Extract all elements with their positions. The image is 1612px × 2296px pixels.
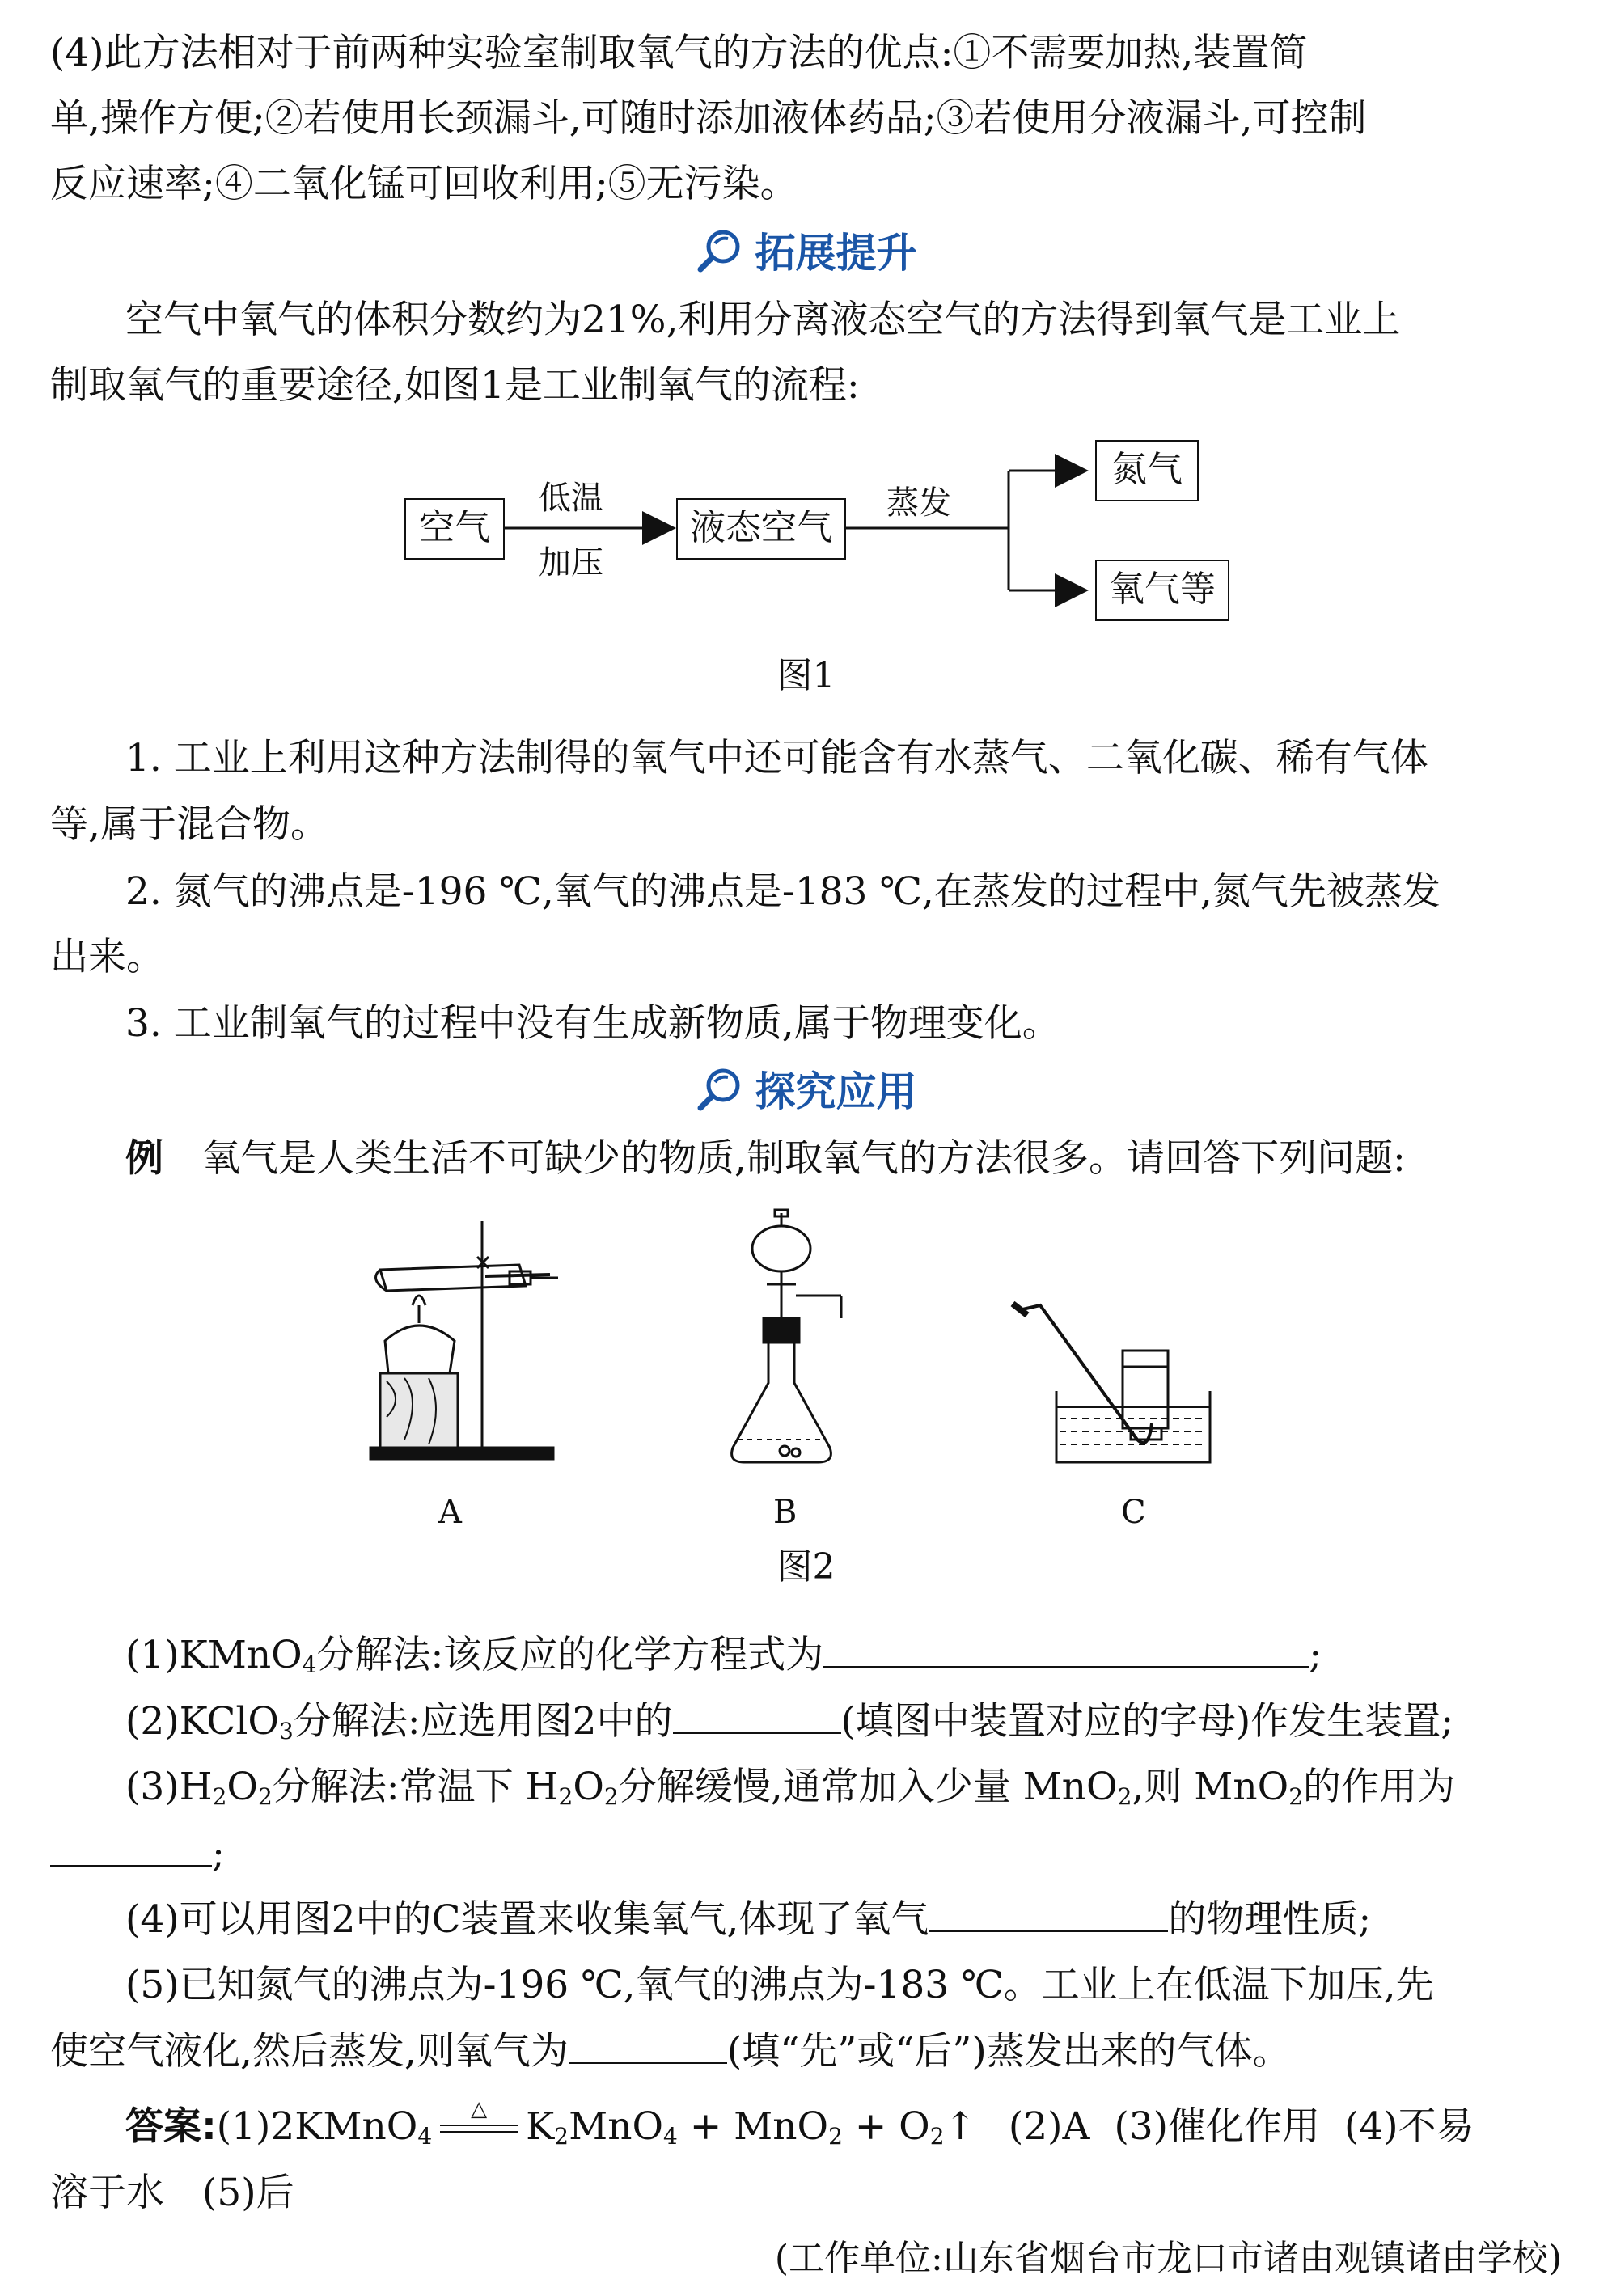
apparatus-label-a: A (438, 1494, 462, 1531)
answer-sub: 4 (417, 2123, 433, 2150)
footer-affiliation: (工作单位:山东省烟台市龙口市诸由观镇诸由学校) (774, 2238, 1562, 2279)
q3-prefix: (3)H (125, 1765, 213, 1809)
answer-3: (3)催化作用 (1114, 2104, 1321, 2149)
q4-end: 的物理性质; (1168, 1897, 1372, 1942)
q3-text: ,则 MnO (1132, 1765, 1289, 1809)
answer-1-formula: + MnO (677, 2104, 829, 2149)
example-tag: 例 (125, 1136, 163, 1181)
section1-para-line-2: 制取氧气的重要途径,如图1是工业制氧气的流程: (50, 363, 860, 408)
answer-4: (4)不易 (1344, 2104, 1474, 2149)
q1-text: 分解法:该反应的化学方程式为 (316, 1633, 824, 1677)
question-4 (125, 1895, 1612, 1944)
q3-text: 分解法:常温下 H (272, 1765, 559, 1809)
answer-1-formula: + O (842, 2104, 930, 2149)
flow-box-oxygen: 氧气等 (1095, 560, 1229, 621)
q1-prefix: (1)KMnO (125, 1633, 303, 1677)
answer-1-formula: MnO (569, 2104, 664, 2149)
question-5-line-2 (50, 2027, 1563, 2076)
question-1 (125, 1630, 1612, 1689)
answer-blank-2[interactable] (673, 1697, 841, 1734)
q3-text: 分解缓慢,通常加入少量 MnO (618, 1765, 1118, 1809)
q2-subscript: 3 (278, 1718, 294, 1744)
answer-1-formula: (1)2KMnO (216, 2104, 418, 2149)
answer-blank-1[interactable] (823, 1630, 1309, 1668)
flow-label-low-temp: 低温 (539, 480, 603, 517)
q2-prefix: (2)KClO (125, 1699, 279, 1744)
flow-label-evaporate: 蒸发 (886, 484, 951, 522)
heat-symbol: △ (471, 2097, 488, 2121)
intro-line-3: 反应速率;④二氧化锰可回收利用;⑤无污染。 (50, 162, 798, 206)
figure1-caption: 图1 (776, 655, 836, 696)
section-title: 探究应用 (755, 1068, 917, 1115)
answer-line-2: 溶于水 (5)后 (50, 2171, 294, 2215)
point2-line-2: 出来。 (50, 935, 164, 979)
gas-arrow: ↑ (944, 2104, 976, 2149)
q3-o: O (226, 1765, 258, 1809)
answer-2: (2)A (1008, 2104, 1090, 2149)
q4-text: (4)可以用图2中的C装置来收集氧气,体现了氧气 (125, 1897, 929, 1942)
apparatus-label-c: C (1121, 1494, 1146, 1531)
section-heading-explore (0, 1066, 1612, 1123)
answer-blank-4[interactable] (929, 1895, 1168, 1932)
q3-sub: 2 (1117, 1783, 1132, 1810)
q3-sub: 2 (1288, 1783, 1304, 1810)
intro-line-2: 单,操作方便;②若使用长颈漏斗,可随时添加液体药品;③若使用分液漏斗,可控制 (50, 96, 1367, 141)
apparatus-b-flask (732, 1210, 841, 1462)
flow-box-liquid-air: 液态空气 (676, 498, 846, 560)
point1-line-1: 1. 工业上利用这种方法制得的氧气中还可能含有水蒸气、二氧化碳、稀有气体 (125, 736, 1428, 780)
q1-end: ; (1309, 1633, 1322, 1677)
flow-label-pressure: 加压 (539, 544, 603, 581)
q3-o: O (573, 1765, 604, 1809)
point3-line-1: 3. 工业制氧气的过程中没有生成新物质,属于物理变化。 (125, 1001, 1060, 1046)
apparatus-label-b: B (773, 1494, 798, 1531)
apparatus-a-heating (370, 1221, 558, 1459)
q3-sub: 2 (603, 1783, 619, 1810)
example-line (125, 1135, 1612, 1183)
section-heading-expand (0, 227, 1612, 285)
answer-line-1 (125, 2097, 1612, 2161)
example-text: 氧气是人类生活不可缺少的物质,制取氧气的方法很多。请回答下列问题: (202, 1136, 1406, 1181)
figure2-apparatus (0, 1205, 1612, 1545)
question-5-line-1: (5)已知氮气的沸点为-196 ℃,氧气的沸点为-183 ℃。工业上在低温下加压,先 (125, 1963, 1434, 2007)
answer-sub: 2 (554, 2123, 569, 2150)
q5-text: (填“先”或“后”)蒸发出来的气体。 (726, 2029, 1291, 2074)
section1-para-line-1: 空气中氧气的体积分数约为21%,利用分离液态空气的方法得到氧气是工业上 (125, 298, 1401, 342)
q3-sub: 2 (558, 1783, 573, 1810)
magnifier-icon (696, 1066, 746, 1123)
reaction-arrow (440, 2097, 518, 2146)
q2-text: 分解法:应选用图2中的 (293, 1699, 673, 1744)
answer-label: 答案: (125, 2104, 217, 2149)
q3-sub: 2 (212, 1783, 227, 1810)
answer-1-formula: K (526, 2104, 555, 2149)
apparatus-c-trough (1013, 1304, 1210, 1462)
q3-end: ; (212, 1832, 225, 1876)
question-3 (125, 1763, 1612, 1821)
answer-blank-3[interactable] (50, 1829, 212, 1867)
q5-text: 使空气液化,然后蒸发,则氧气为 (50, 2029, 569, 2074)
q1-subscript: 4 (302, 1651, 317, 1678)
figure1-flowchart (0, 421, 1612, 631)
figure2-caption: 图2 (776, 1546, 836, 1588)
magnifier-icon (696, 227, 746, 285)
flow-box-nitrogen: 氮气 (1095, 440, 1199, 501)
answer-sub: 4 (663, 2123, 678, 2150)
q3-text: 的作用为 (1303, 1765, 1456, 1809)
point2-line-1: 2. 氮气的沸点是-196 ℃,氧气的沸点是-183 ℃,在蒸发的过程中,氮气先被蒸发 (125, 869, 1441, 914)
answer-sub: 2 (929, 2123, 945, 2150)
answer-blank-5[interactable] (569, 2027, 727, 2064)
question-2 (125, 1697, 1612, 1756)
point1-line-2: 等,属于混合物。 (50, 802, 328, 847)
apparatus-drawings (0, 1205, 1612, 1545)
q3-sub: 2 (257, 1783, 273, 1810)
q2-end: (填图中装置对应的字母)作发生装置; (840, 1699, 1454, 1744)
question-3-cont (50, 1829, 1563, 1879)
section-title: 拓展提升 (755, 230, 917, 277)
intro-line-1: (4)此方法相对于前两种实验室制取氧气的方法的优点:①不需要加热,装置简 (50, 31, 1308, 75)
flow-box-air: 空气 (404, 498, 505, 560)
answer-sub: 2 (828, 2123, 843, 2150)
